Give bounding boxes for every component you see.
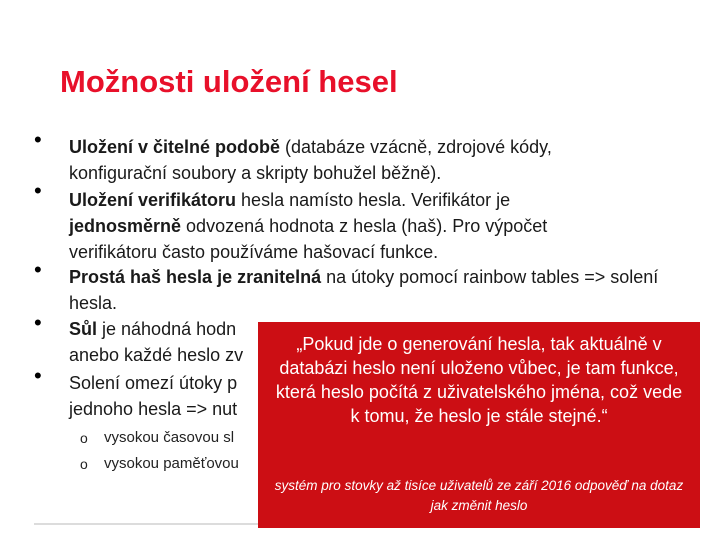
bullet-item-hash-vulnerable [69, 264, 679, 316]
slide-title: Možnosti uložení hesel [60, 64, 398, 99]
bullet-item-text: hesla namísto hesla. Verifikátor je [236, 190, 511, 210]
divider [34, 523, 264, 525]
quote-callout [258, 322, 700, 528]
bullet-item-text: na útoky pomocí rainbow tables => solení hesla. [69, 267, 659, 313]
bullet-item-verifier [69, 187, 609, 265]
bullet-icon: • [34, 310, 42, 335]
callout-note: systém pro stovky až tisíce uživatelů ze září 2016 odpověď na dotaz jak změnit heslo [274, 478, 684, 513]
sub-bullet-icon: o [80, 456, 88, 472]
sub-item: vysokou paměťovou [104, 455, 239, 472]
sub-item: vysokou časovou sl [104, 429, 235, 446]
bullet-item-plaintext [69, 134, 629, 186]
bullet-item-bold: Uložení verifikátoru [69, 190, 237, 210]
bullet-item-text: je náhodná hodn [97, 319, 237, 339]
bullet-item-text: (databáze vzácně, zdrojové kódy, konfigurační soubory a skripty bohužel běžně). [69, 137, 552, 183]
bullet-item-bold: Uložení v čitelné podobě [69, 137, 281, 157]
bullet-item-salting: Solení omezí útoky p [69, 373, 238, 393]
bullet-item-salt-line2: anebo každé heslo zv [69, 345, 244, 365]
bullet-icon: • [34, 127, 42, 152]
callout-quote: „Pokud jde o generování hesla, tak aktuálně v databázi heslo není uloženo vůbec, je tam funkce, která heslo počítá z uživatelského jména, což vede k tomu, že heslo je stále stejné.“ [275, 334, 683, 426]
bullet-item-bold: Sůl [69, 319, 98, 339]
bullet-icon: • [34, 363, 42, 388]
bullet-item-bold: Prostá haš hesla je zranitelná [69, 267, 322, 287]
bullet-item-text: odvozená hodnota z hesla (haš). Pro výpočet verifikátoru často používáme hašovací funkce. [69, 216, 548, 262]
bullet-icon: • [34, 257, 42, 282]
bullet-item-bold: jednosměrně [69, 216, 182, 236]
sub-bullet-icon: o [80, 430, 88, 446]
bullet-item-salting-line2: jednoho hesla => nut [69, 399, 238, 419]
bullet-icon: • [34, 178, 42, 203]
